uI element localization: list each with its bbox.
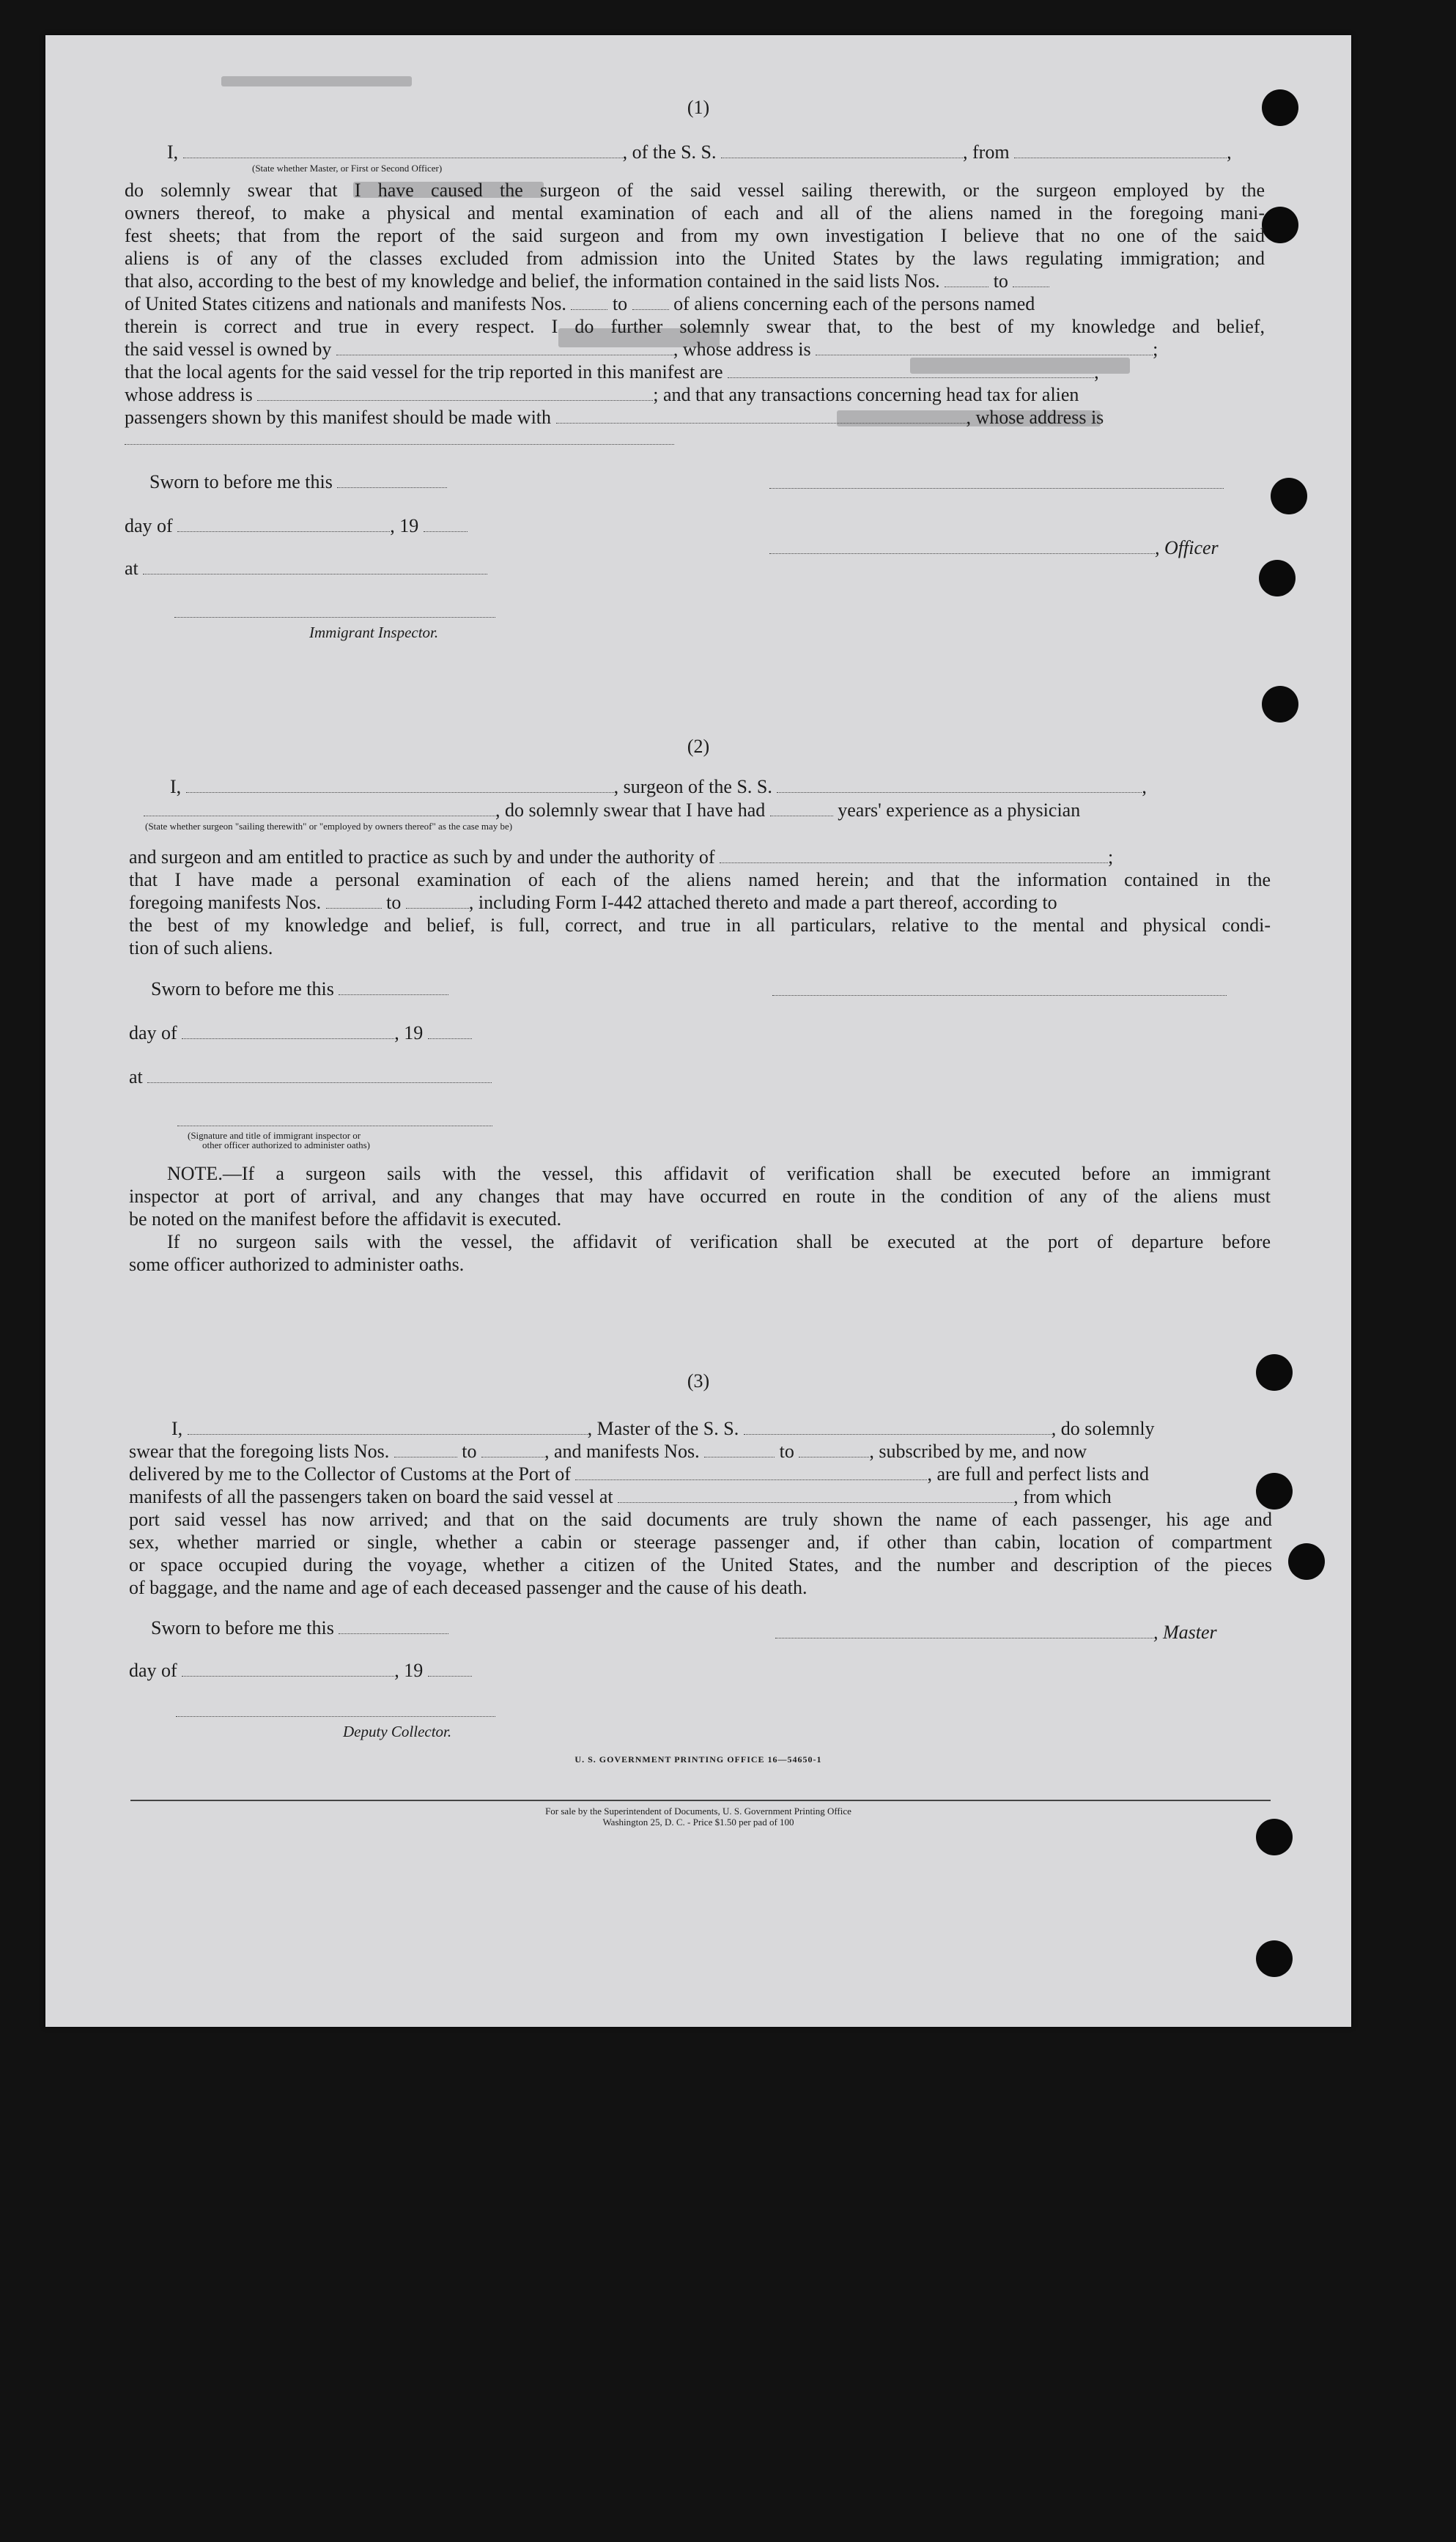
local-agents-field[interactable] [728,363,1094,378]
binder-hole [1262,207,1298,243]
section3-line1: I, , Master of the S. S. , do solemnly [171,1418,1155,1439]
owner-field[interactable] [336,340,673,355]
para-line-headtax: passengers shown by this manifest should be made with , whose address is [125,407,1104,428]
day-of-line: day of , 19 [129,1021,569,1044]
month-field[interactable] [182,1661,394,1677]
manifest-from-field[interactable] [326,893,382,909]
officer-line: , Officer [769,536,1268,559]
section-number: (3) [687,1370,710,1392]
para-line: port said vessel has now arrived; and that on the said documents are truly shown the name of each passenger, his age and [129,1509,1272,1530]
para-line: owners thereof, to make a physical and mental examination of each and all of the aliens named in the foregoing mani- [125,202,1265,223]
form-page [45,35,1351,2027]
para-line: or space occupied during the voyage, whether a citizen of the United States, and the number and description of the pieces [129,1554,1272,1575]
embarkation-port-field[interactable] [618,1488,1013,1503]
section1-line1: I, , of the S. S. , from , [167,141,1232,163]
note-line: If no surgeon sails with the vessel, the affidavit of verification shall be executed at the port of departure before [167,1231,1271,1252]
para-line: that I have made a personal examination of each of the aliens named herein; and that the information contained in the [129,869,1271,890]
para-line-manifests: of United States citizens and nationals and manifests Nos. to of aliens concerning each of the persons named [125,293,1035,314]
field-caption: (State whether Master, or First or Second Officer) [252,163,443,174]
owner-address-field[interactable] [816,340,1153,355]
list-no-to-field[interactable] [481,1442,544,1457]
surgeon-signature-line[interactable] [772,995,1227,996]
departure-port-field[interactable] [1014,143,1227,158]
para-line-address: whose address is ; and that any transactions concerning head tax for alien [125,384,1079,405]
list-no-to-field[interactable] [1013,272,1049,287]
surgeon-status-field[interactable] [144,801,495,816]
footer-line: For sale by the Superintendent of Documents, U. S. Government Printing Office [545,1806,851,1817]
manifest-no-from-field[interactable] [571,295,607,310]
head-tax-agent-field[interactable] [556,408,967,424]
label-i: I, [167,141,179,163]
list-no-from-field[interactable] [394,1442,457,1457]
sworn-day-field[interactable] [339,980,448,995]
para-line-authority: and surgeon and am entitled to practice as such by and under the authority of ; [129,846,1114,868]
binder-hole [1271,478,1307,514]
agents-address-field[interactable] [257,385,653,401]
address-continuation-line[interactable] [125,444,674,445]
printing-office-line: U. S. GOVERNMENT PRINTING OFFICE 16—54650-1 [574,1754,822,1765]
para-line-manifests: foregoing manifests Nos. to , including Form I-442 attached thereto and made a part thereof, according to [129,892,1057,913]
year-field[interactable] [424,517,468,532]
signature-caption: other officer authorized to administer oaths) [202,1139,370,1150]
footer-line: Washington 25, D. C. - Price $1.50 per pad of 100 [602,1817,794,1828]
para-line: of baggage, and the name and age of each deceased passenger and the cause of his death. [129,1577,808,1598]
officer-signature-field[interactable] [769,539,1155,554]
list-no-from-field[interactable] [945,272,988,287]
label-of-ss: , of the S. S. [622,141,717,163]
note-line: be noted on the manifest before the affidavit is executed. [129,1208,562,1230]
para-line: the best of my knowledge and belief, is full, correct, and true in all particulars, relative to the mental and physical condi- [129,915,1271,936]
master-name-field[interactable] [188,1419,588,1435]
stamp-smudge [221,76,412,86]
sworn-line: Sworn to before me this [149,470,560,493]
note-line: inspector at port of arrival, and any changes that may have occurred en route in the condition of any of the aliens must [129,1186,1271,1207]
para-line-lists: that also, according to the best of my knowledge and belief, the information contained in the said lists Nos. to [125,270,1265,292]
sworn-line: Sworn to before me this [151,978,561,1000]
master-signature-line: , Master [775,1621,1274,1644]
binder-hole [1288,1543,1325,1580]
manifest-to-field[interactable] [406,893,469,909]
para-line-lists: swear that the foregoing lists Nos. to , and manifests Nos. to , subscribed by me, and now [129,1441,1087,1462]
manifest-no-to-field[interactable] [632,295,669,310]
deputy-collector-signature-line[interactable] [176,1716,495,1717]
sworn-day-field[interactable] [337,473,447,488]
vessel-name-field[interactable] [721,143,963,158]
para-line: fest sheets; that from the report of the said surgeon and from my own investigation I believe that no one of the said [125,225,1265,246]
place-field[interactable] [143,559,487,574]
para-line-agents: that the local agents for the said vessel for the trip reported in this manifest are , [125,361,1099,383]
inspector-title: Immigrant Inspector. [309,624,439,641]
para-line: aliens is of any of the classes excluded from admission into the United States by the laws regulating immigration; and [125,248,1265,269]
section2-line1: I, , surgeon of the S. S. , [170,776,1147,797]
month-field[interactable] [177,517,390,532]
day-of-line: day of , 19 [129,1659,569,1682]
note-line: NOTE.—If a surgeon sails with the vessel, this affidavit of verification shall be executed before an immigrant [167,1163,1271,1184]
manifest-no-from-field[interactable] [704,1442,775,1457]
inspector-signature-line[interactable] [174,617,495,618]
binder-hole [1259,560,1296,596]
place-field[interactable] [147,1068,492,1083]
surgeon-vessel-field[interactable] [777,777,1142,793]
day-of-line: day of , 19 [125,514,564,537]
para-line: sex, whether married or single, whether a cabin or steerage passenger and, if other than cabin, location of compartment [129,1532,1272,1553]
at-line: at [129,1065,569,1088]
surgeon-name-field[interactable] [186,777,614,793]
para-line-owner: the said vessel is owned by , whose address is ; [125,339,1158,360]
section-number: (2) [687,736,710,757]
port-field[interactable] [575,1465,927,1480]
label-from: , from [963,141,1010,163]
binder-hole [1262,686,1298,723]
sworn-line: Sworn to before me this [151,1617,561,1639]
para-line: do solemnly swear that I have caused the surgeon of the said vessel sailing therewith, or the surgeon employed by the [125,180,1265,201]
authority-field[interactable] [720,848,1108,863]
para-line: therein is correct and true in every respect. I do further solemnly swear that, to the best of my knowledge and belief, [125,316,1265,337]
note-line: some officer authorized to administer oaths. [129,1254,465,1275]
section2-line2: , do solemnly swear that I have had years' experience as a physician [144,799,1272,821]
year-field[interactable] [428,1024,472,1039]
section-number: (1) [687,97,710,118]
years-experience-field[interactable] [770,801,833,816]
at-line: at [125,557,564,580]
para-line-port: delivered by me to the Collector of Customs at the Port of , are full and perfect lists and [129,1463,1149,1485]
deputy-collector-title: Deputy Collector. [343,1723,452,1740]
footer-rule [130,1800,1271,1801]
sworn-day-field[interactable] [339,1619,448,1634]
manifest-no-to-field[interactable] [799,1442,869,1457]
year-field[interactable] [428,1661,472,1677]
signature-caption: (Signature and title of immigrant inspector or [188,1130,361,1141]
month-field[interactable] [182,1024,394,1039]
officer-signature-line-top[interactable] [769,488,1224,489]
master-signature-field[interactable] [775,1623,1153,1638]
master-vessel-field[interactable] [744,1419,1052,1435]
para-line-embark: manifests of all the passengers taken on board the said vessel at , from which [129,1486,1112,1507]
para-line: tion of such aliens. [129,937,273,958]
binder-hole [1256,1940,1293,1977]
officer-rank-field[interactable] [183,143,623,158]
field-caption: (State whether surgeon "sailing therewith" or "employed by owners thereof" as the case may be) [145,821,513,832]
